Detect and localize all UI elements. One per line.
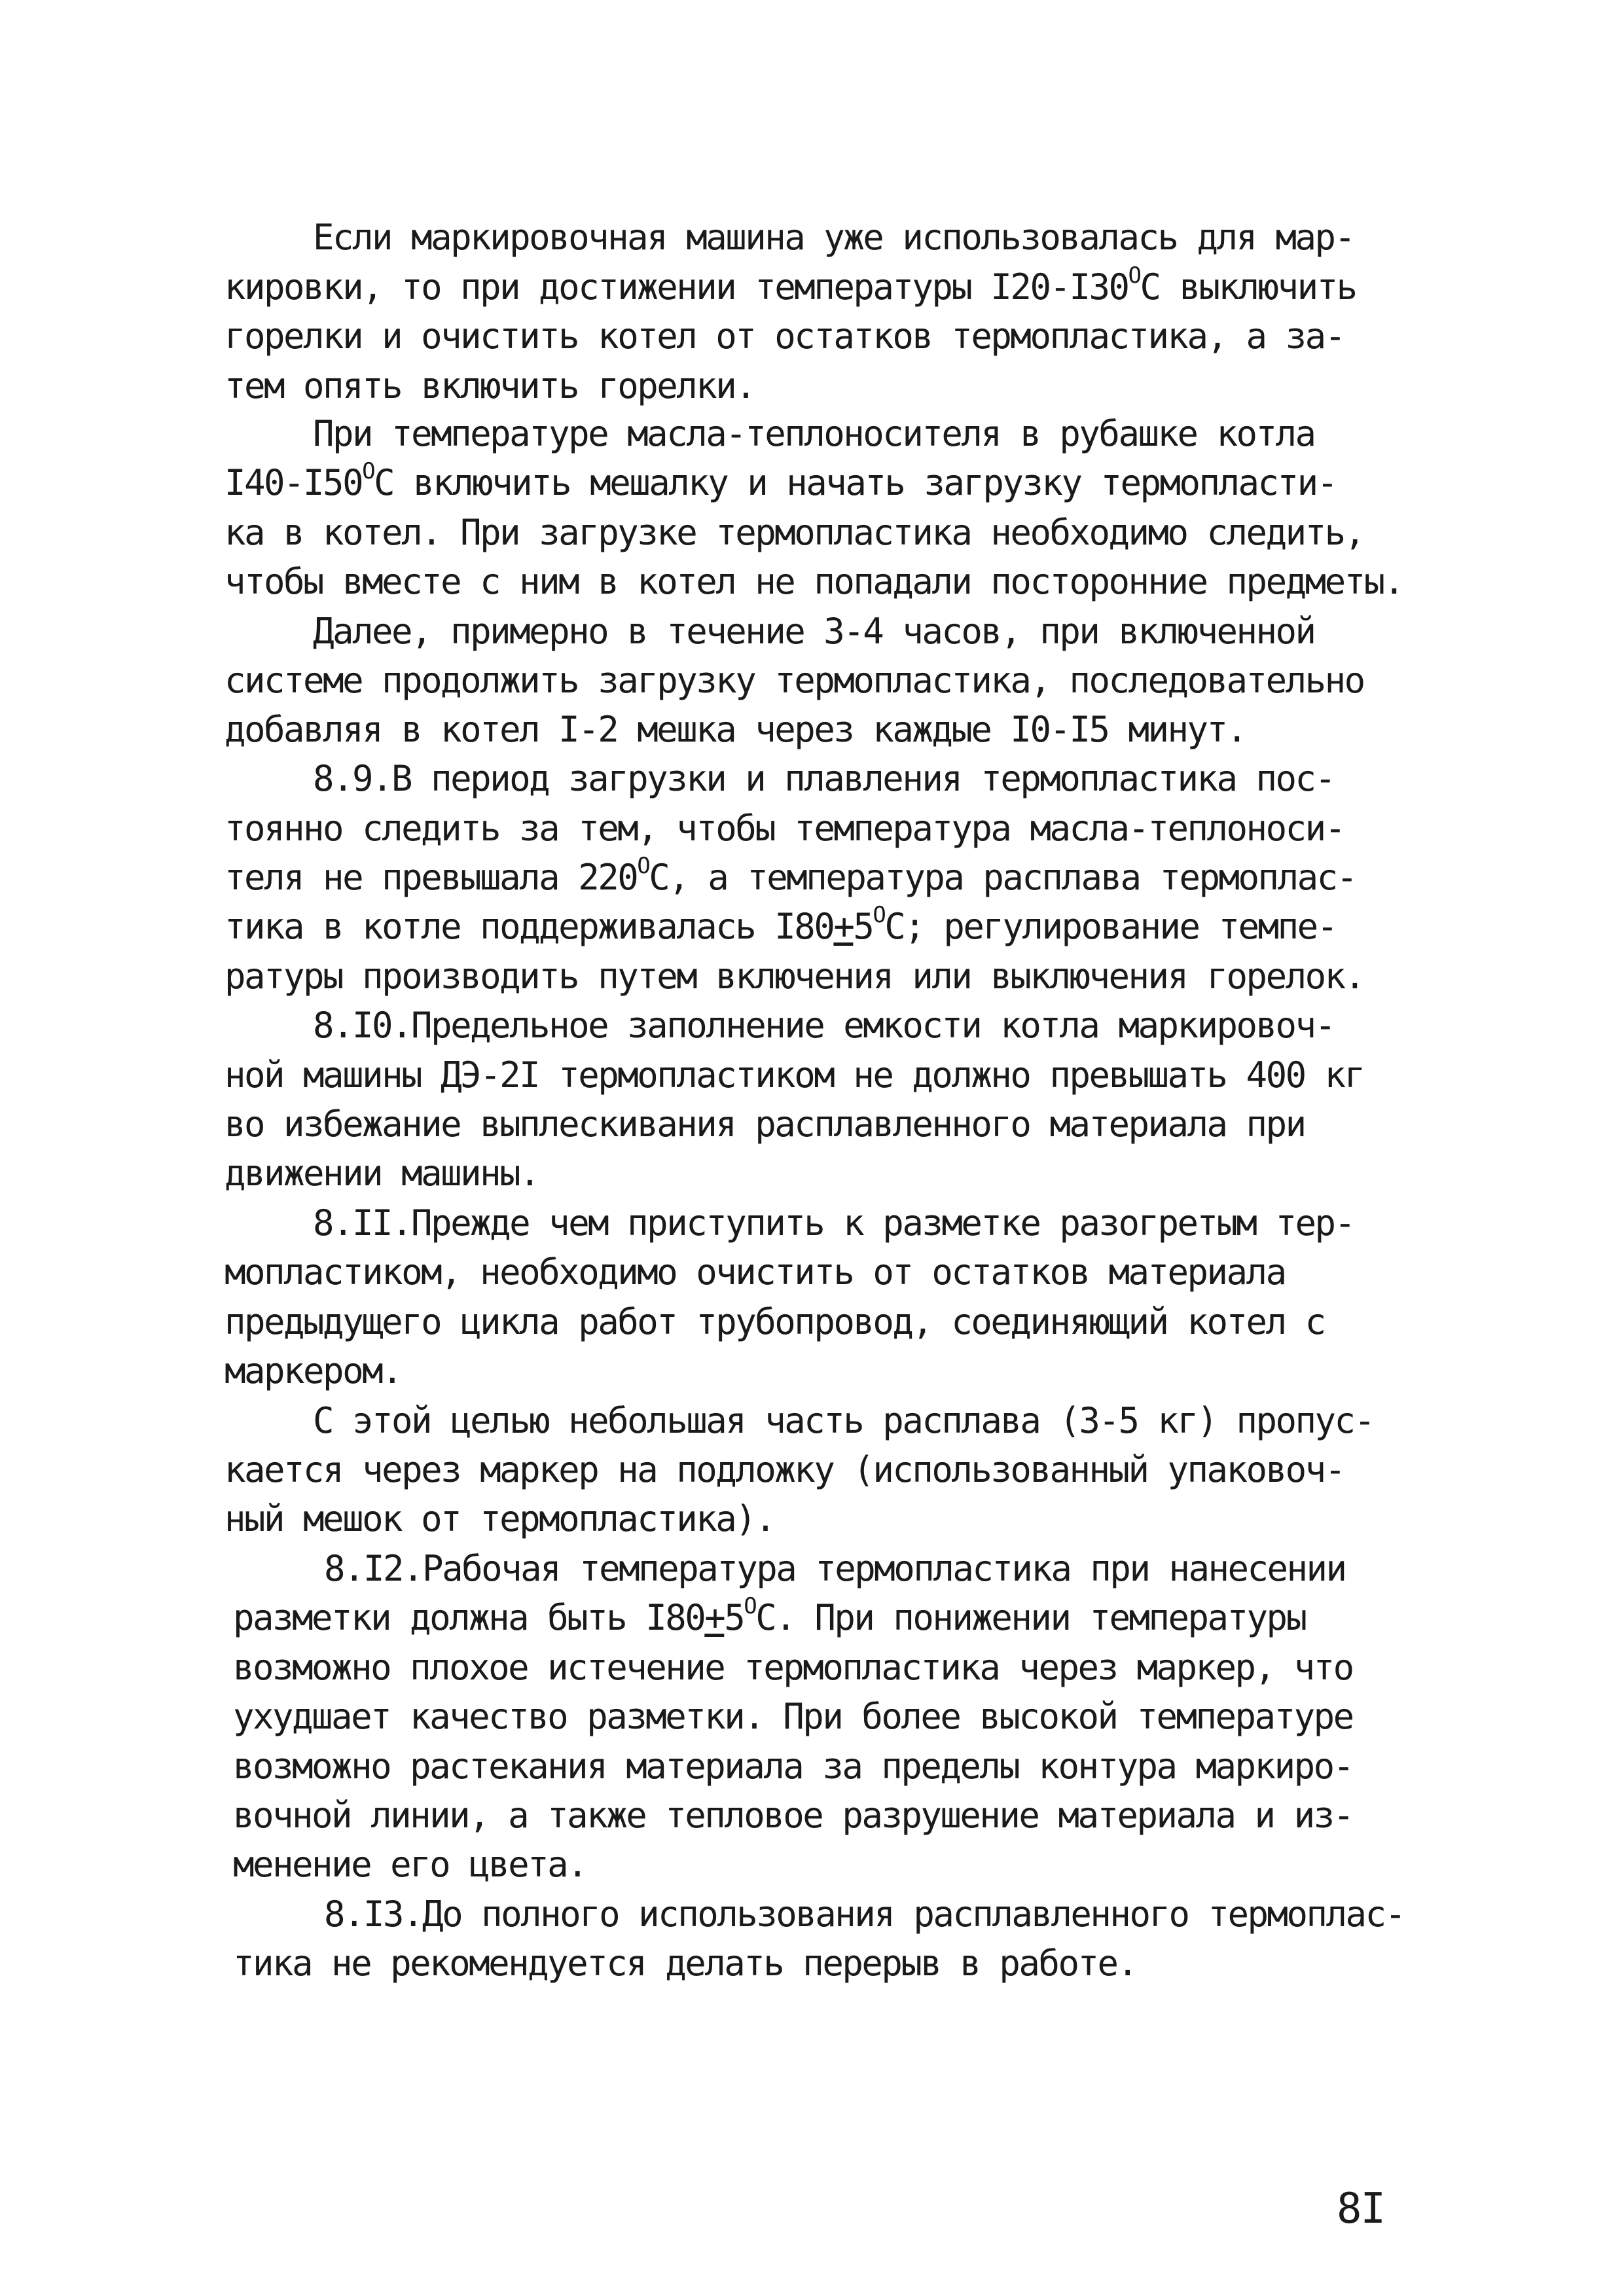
- line-text: мопластиком, необходимо очистить от остатков материала: [225, 1251, 1286, 1293]
- text-line: [324, 1545, 1346, 1593]
- text-line: [233, 1742, 1353, 1791]
- text-line: [313, 410, 1315, 458]
- text-line: [225, 1248, 1286, 1297]
- text-line: [225, 1347, 401, 1395]
- text-line: [313, 213, 1354, 262]
- text-line: [225, 1100, 1305, 1149]
- line-text: во избежание выплескивания расплавленного материала при: [225, 1103, 1305, 1145]
- line-text: 5: [853, 906, 873, 947]
- line-text: ухудшает качество разметки. При более высокой температуре: [233, 1696, 1353, 1737]
- text-line: [225, 1495, 774, 1543]
- text-line: [225, 312, 1344, 361]
- text-line: [225, 558, 1403, 606]
- degree-sign: О: [744, 1593, 756, 1619]
- line-text: горелки и очистить котел от остатков термопластика, а за-: [225, 315, 1344, 357]
- line-text: Далее, примерно в течение 3-4 часов, при включенной: [313, 611, 1315, 652]
- line-text: предыдущего цикла работ трубопровод, соединяющий котел с: [225, 1301, 1325, 1342]
- line-text: ратуры производить путем включения или выключения горелок.: [225, 956, 1364, 997]
- text-line: [225, 1051, 1364, 1100]
- text-line: [225, 853, 1356, 902]
- line-text: возможно растекания материала за пределы контура маркиро-: [233, 1746, 1353, 1787]
- text-line: [225, 459, 1337, 507]
- text-line: [225, 903, 1337, 951]
- text-line: [225, 263, 1356, 312]
- line-text: возможно плохое истечение термопластика через маркер, что: [233, 1647, 1353, 1688]
- text-line: [225, 509, 1364, 557]
- text-line: [313, 755, 1335, 803]
- text-line: [324, 1890, 1405, 1939]
- text-line: [225, 656, 1364, 705]
- text-line: [233, 1693, 1353, 1741]
- line-text: 8.I0.Предельное заполнение емкости котла маркировоч-: [313, 1005, 1335, 1046]
- text-line: [233, 1791, 1353, 1840]
- line-text: 8.9.В период загрузки и плавления термопластика пос-: [313, 758, 1335, 799]
- line-text: системе продолжить загрузку термопластика, последовательно: [225, 660, 1364, 701]
- text-line: [313, 607, 1315, 656]
- line-text: С, а температура расплава термоплас-: [649, 857, 1356, 898]
- text-line: [225, 1298, 1325, 1346]
- line-text: С. При понижении температуры: [755, 1597, 1306, 1638]
- text-line: [225, 1446, 1344, 1494]
- line-text: I40-I50: [225, 462, 363, 503]
- text-line: [225, 1149, 539, 1198]
- line-text: При температуре масла-теплоносителя в рубашке котла: [313, 413, 1315, 454]
- line-text: С этой целью небольшая часть расплава (3-5 кг) пропус-: [313, 1400, 1374, 1441]
- line-text: 8.I3.До полного использования расплавленного термоплас-: [324, 1893, 1405, 1935]
- text-line: [233, 1594, 1306, 1642]
- line-text: тика не рекомендуется делать перерыв в работе.: [233, 1943, 1137, 1984]
- line-text: тоянно следить за тем, чтобы температура масла-теплоноси-: [225, 808, 1344, 849]
- degree-sign: О: [637, 853, 649, 879]
- line-text: Если маркировочная машина уже использовалась для мар-: [313, 217, 1354, 258]
- text-line: [313, 1199, 1354, 1247]
- plus-minus-sign: +: [704, 1597, 725, 1638]
- text-line: [313, 1001, 1335, 1050]
- degree-sign: О: [362, 458, 374, 484]
- line-text: разметки должна быть I80: [233, 1597, 705, 1638]
- text-line: [313, 1397, 1374, 1445]
- plus-minus-sign: +: [833, 906, 854, 947]
- line-text: тика в котле поддерживалась I80: [225, 906, 834, 947]
- line-text: чтобы вместе с ним в котел не попадали посторонние предметы.: [225, 561, 1403, 602]
- text-line: [225, 804, 1344, 853]
- line-text: ный мешок от термопластика).: [225, 1498, 775, 1539]
- line-text: С; регулирование темпе-: [884, 906, 1337, 947]
- line-text: тем опять включить горелки.: [225, 365, 755, 406]
- degree-sign: О: [873, 902, 885, 928]
- line-text: добавляя в котел I-2 мешка через каждые I0-I5 минут.: [225, 709, 1246, 750]
- line-text: ной машины ДЭ-2I термопластиком не должно превышать 400 кг: [225, 1054, 1364, 1096]
- line-text: кается через маркер на подложку (использованный упаковоч-: [225, 1449, 1344, 1490]
- line-text: 5: [724, 1597, 744, 1638]
- text-line: [225, 362, 755, 410]
- page-number: 8I: [1337, 2185, 1385, 2233]
- line-text: менение его цвета.: [233, 1844, 587, 1885]
- line-text: 8.I2.Рабочая температура термопластика при нанесении: [324, 1548, 1346, 1589]
- text-line: [233, 1643, 1353, 1692]
- line-text: ка в котел. При загрузке термопластика необходимо следить,: [225, 512, 1364, 553]
- text-line: [233, 1840, 586, 1889]
- line-text: маркером.: [225, 1350, 402, 1391]
- line-text: движении машины.: [225, 1153, 539, 1194]
- line-text: С включить мешалку и начать загрузку термопласти-: [374, 462, 1337, 503]
- text-line: [225, 952, 1364, 1001]
- line-text: 8.II.Прежде чем приступить к разметке разогретым тер-: [313, 1202, 1354, 1244]
- degree-sign: О: [1128, 262, 1140, 289]
- text-line: [233, 1939, 1137, 1988]
- line-text: кировки, то при достижении температуры I20-I30: [225, 266, 1128, 308]
- line-text: теля не превышала 220: [225, 857, 638, 898]
- line-text: вочной линии, а также тепловое разрушение материала и из-: [233, 1795, 1353, 1836]
- line-text: С выключить: [1140, 266, 1356, 308]
- text-line: [225, 706, 1246, 754]
